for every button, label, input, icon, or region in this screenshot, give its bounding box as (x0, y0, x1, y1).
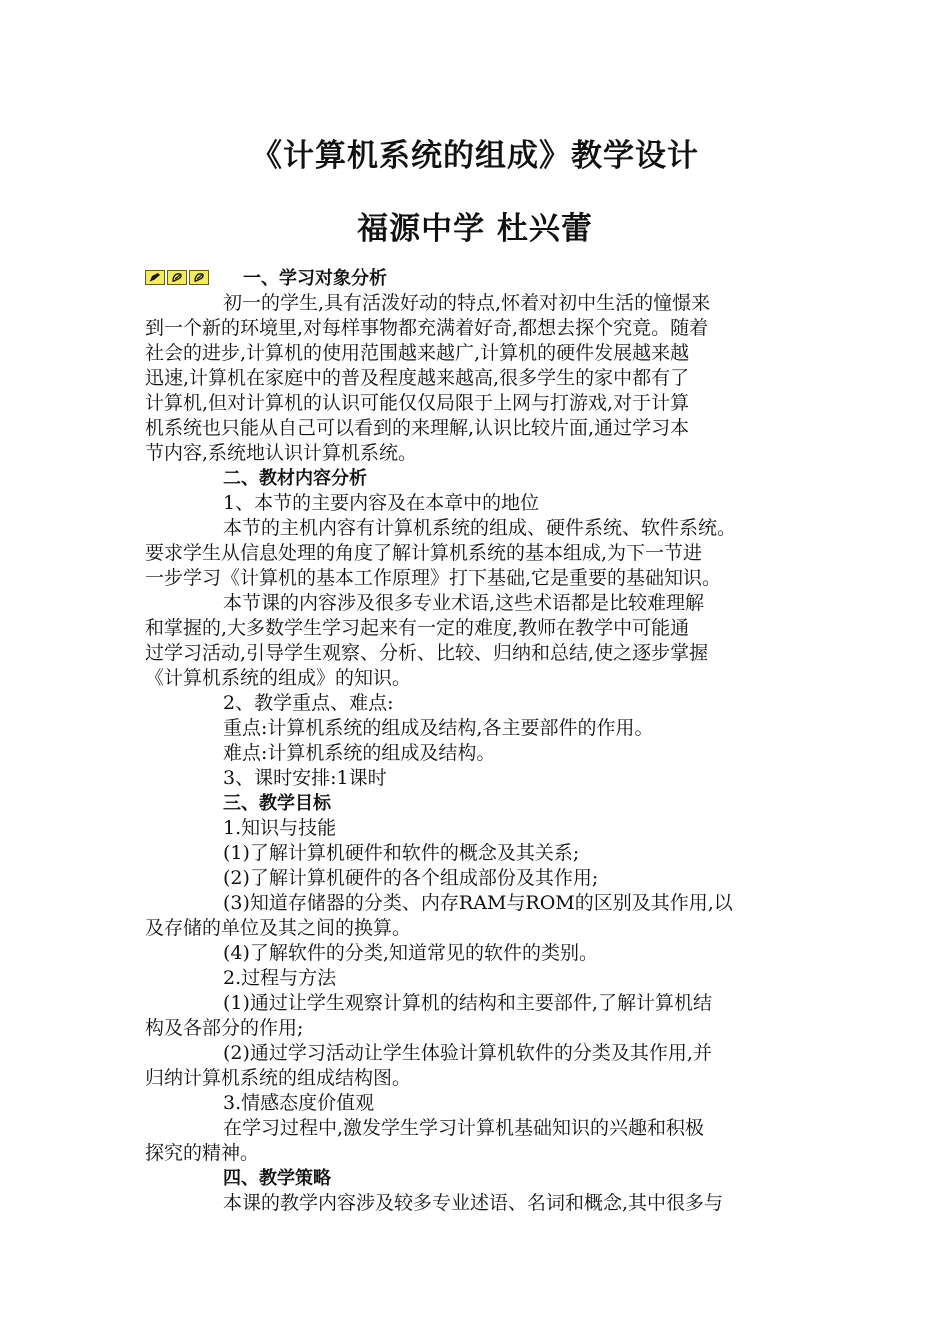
text-line: 《计算机系统的组成》的知识。 (145, 667, 412, 689)
list-item: (2)了解计算机硬件的各个组成部份及其作用; (223, 867, 599, 889)
edit-icon[interactable] (167, 270, 187, 285)
text-line: 重点:计算机系统的组成及结构,各主要部件的作用。 (223, 717, 654, 739)
text-line: 本节课的内容涉及很多专业术语,这些术语都是比较难理解 (223, 592, 705, 614)
list-item: (1)通过让学生观察计算机的结构和主要部件,了解计算机结 (223, 992, 712, 1014)
text-line: 初一的学生,具有活泼好动的特点,怀着对初中生活的憧憬来 (223, 292, 711, 314)
subheading: 2.过程与方法 (223, 967, 337, 989)
text-line: 在学习过程中,激发学生学习计算机基础知识的兴趣和积极 (223, 1117, 705, 1139)
subheading: 3.情感态度价值观 (223, 1092, 375, 1114)
list-item-continuation: 及存储的单位及其之间的换算。 (145, 917, 412, 939)
list-item: (4)了解软件的分类,知道常见的软件的类别。 (223, 942, 598, 964)
subheading: 1.知识与技能 (223, 817, 337, 839)
text-line: 探究的精神。 (145, 1142, 260, 1164)
edit-icon[interactable] (189, 270, 209, 285)
list-item-continuation: 归纳计算机系统的组成结构图。 (145, 1067, 412, 1089)
text-line: 节内容,系统地认识计算机系统。 (145, 442, 418, 464)
pencil-icon[interactable] (145, 270, 165, 285)
section-1-heading-line (145, 266, 810, 291)
section-heading: 一、学习对象分析 (243, 268, 387, 289)
text-line: 计算机,但对计算机的认识可能仅仅局限于上网与打游戏,对于计算 (145, 392, 690, 414)
subheading: 2、教学重点、难点: (223, 692, 394, 714)
text-line: 本课的教学内容涉及较多专业述语、名词和概念,其中很多与 (223, 1192, 724, 1214)
text-line: 到一个新的环境里,对每样事物都充满着好奇,都想去探个究竟。随着 (145, 317, 709, 339)
document-title: 《计算机系统的组成》教学设计 (251, 138, 699, 174)
document-author: 福源中学 杜兴蕾 (357, 211, 593, 247)
text-line: 一步学习《计算机的基本工作原理》打下基础,它是重要的基础知识。 (145, 567, 722, 589)
list-item: (3)知道存储器的分类、内存RAM与ROM的区别及其作用,以 (223, 892, 733, 914)
text-line: 过学习活动,引导学生观察、分析、比较、归纳和总结,使之逐步掌握 (145, 642, 709, 664)
text-line: 迅速,计算机在家庭中的普及程度越来越高,很多学生的家中都有了 (145, 367, 690, 389)
subheading: 1、本节的主要内容及在本章中的地位 (223, 492, 540, 514)
text-line: 本节的主机内容有计算机系统的组成、硬件系统、软件系统。 (223, 517, 737, 539)
subheading: 3、课时安排:1课时 (223, 767, 387, 789)
text-line: 机系统也只能从自己可以看到的来理解,认识比较片面,通过学习本 (145, 417, 690, 439)
annotation-icons (145, 270, 209, 285)
list-item-continuation: 构及各部分的作用; (145, 1017, 304, 1039)
text-line: 难点:计算机系统的组成及结构。 (223, 742, 496, 764)
section-heading: 二、教材内容分析 (223, 468, 367, 489)
section-heading: 三、教学目标 (223, 793, 331, 814)
text-line: 和掌握的,大多数学生学习起来有一定的难度,教师在教学中可能通 (145, 617, 690, 639)
document-body (145, 266, 810, 1216)
text-line: 要求学生从信息处理的角度了解计算机系统的基本组成,为下一节进 (145, 542, 703, 564)
list-item: (1)了解计算机硬件和软件的概念及其关系; (223, 842, 580, 864)
list-item: (2)通过学习活动让学生体验计算机软件的分类及其作用,并 (223, 1042, 712, 1064)
text-line: 社会的进步,计算机的使用范围越来越广,计算机的硬件发展越来越 (145, 342, 690, 364)
section-heading: 四、教学策略 (223, 1168, 331, 1189)
